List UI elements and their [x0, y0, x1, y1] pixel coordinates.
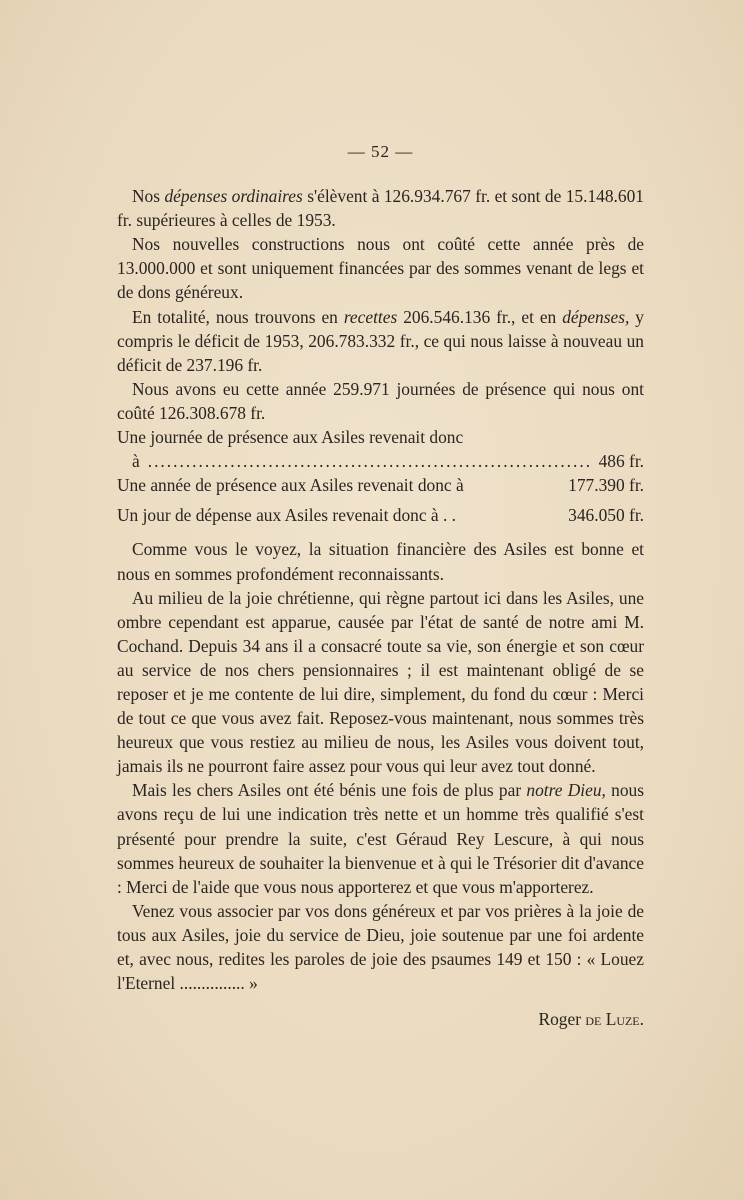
italic-term: notre Dieu, — [526, 780, 606, 801]
paragraph-situation: Comme vous le voyez, la situation financière des Asiles est bonne et nous en sommes profondément reconnaissants. — [117, 539, 644, 584]
ledger-amount: 177.390 fr. — [568, 475, 644, 496]
leader-dots — [148, 449, 591, 473]
signature-particle: de — [585, 1009, 602, 1030]
paragraph-day-cost-intro: Une journée de présence aux Asiles revenait donc — [117, 427, 464, 448]
text-run: s'élèvent à 126.934.767 fr. et sont de 15.148.601 fr. supérieures à celles de 1953. — [117, 186, 644, 231]
italic-term: dépenses ordinaires — [164, 186, 303, 207]
ledger-label: à — [132, 451, 140, 472]
ledger-row — [117, 473, 644, 497]
page-number: — 52 — — [347, 142, 414, 161]
text-run: 206.546.136 fr., et en — [397, 306, 563, 327]
ledger-amount: 486 fr. — [598, 451, 644, 472]
text-run: » — [249, 973, 258, 994]
paragraph-expenses — [117, 184, 644, 232]
text-run: y compris le déficit de 1953, 206.783.332 fr., ce qui nous laisse à nouveau un déficit de 237.196 fr. — [117, 306, 644, 375]
ledger-label: Une année de présence aux Asiles revenait donc à — [117, 475, 464, 496]
paragraph-days: Nous avons eu cette année 259.971 journées de présence qui nous ont coûté 126.308.678 fr. — [117, 378, 644, 423]
signature-last-name: Luze. — [601, 1009, 644, 1030]
ledger-row — [117, 503, 644, 527]
ledger-row — [117, 449, 644, 473]
paragraph-successor — [117, 778, 644, 898]
paragraph-totals — [117, 305, 644, 377]
signature-first-name: Roger — [538, 1009, 586, 1030]
paragraph-constructions: Nos nouvelles constructions nous ont coûté cette année près de 13.000.000 et sont uniquement financées par des sommes venant de legs et de dons généreux. — [117, 234, 644, 303]
italic-term: recettes — [343, 306, 398, 327]
text-run: Nos — [132, 186, 165, 207]
text-run: Mais les chers Asiles ont été bénis une fois de plus par — [132, 780, 527, 801]
ledger-label: Un jour de dépense aux Asiles revenait donc à . . — [117, 505, 457, 526]
paragraph-closing — [117, 899, 644, 995]
text-run: Venez vous associer par vos dons généreux et par vos prières à la joie de tous aux Asiles, joie du service de Dieu, joie soutenue par une foi ardente et, avec nous, redites les paroles de joie des psaumes 149 et 150 : « Louez l'Eternel — [117, 900, 644, 994]
ledger-amount: 346.050 fr. — [568, 505, 644, 526]
signature — [117, 1007, 644, 1031]
italic-term: dépenses, — [562, 306, 630, 327]
leader-dots: ............... — [175, 973, 250, 994]
paragraph-cochand: Au milieu de la joie chrétienne, qui règne partout ici dans les Asiles, une ombre cependant est apparue, causée par l'état de santé de notre ami M. Cochand. Depuis 34 ans il a consacré toute sa vie, son énergie et son cœur au service de nos chers pensionnaires ; il est maintenant obligé de se reposer et je me contente de lui dire, simplement, du fond du cœur : Merci de tout ce que vous avez fait. Reposez-vous maintenant, nous sommes très heureux que vous restiez au milieu de nous, les Asiles vous doivent tout, jamais ils ne pourront faire assez pour vous qui leur avez tout donné. — [117, 587, 644, 777]
text-run: En totalité, nous trouvons en — [132, 306, 344, 327]
text-run: nous avons reçu de lui une indication très nette et un homme très qualifié s'est présenté pour prendre la suite, c'est Géraud Rey Lescure, à qui nous sommes heureux de souhaiter la bienvenue et à qui le Trésorier dit d'avance : Merci de l'aide que vous nous apporterez et que vous m'apporterez. — [117, 780, 644, 897]
document-body — [117, 140, 644, 1031]
